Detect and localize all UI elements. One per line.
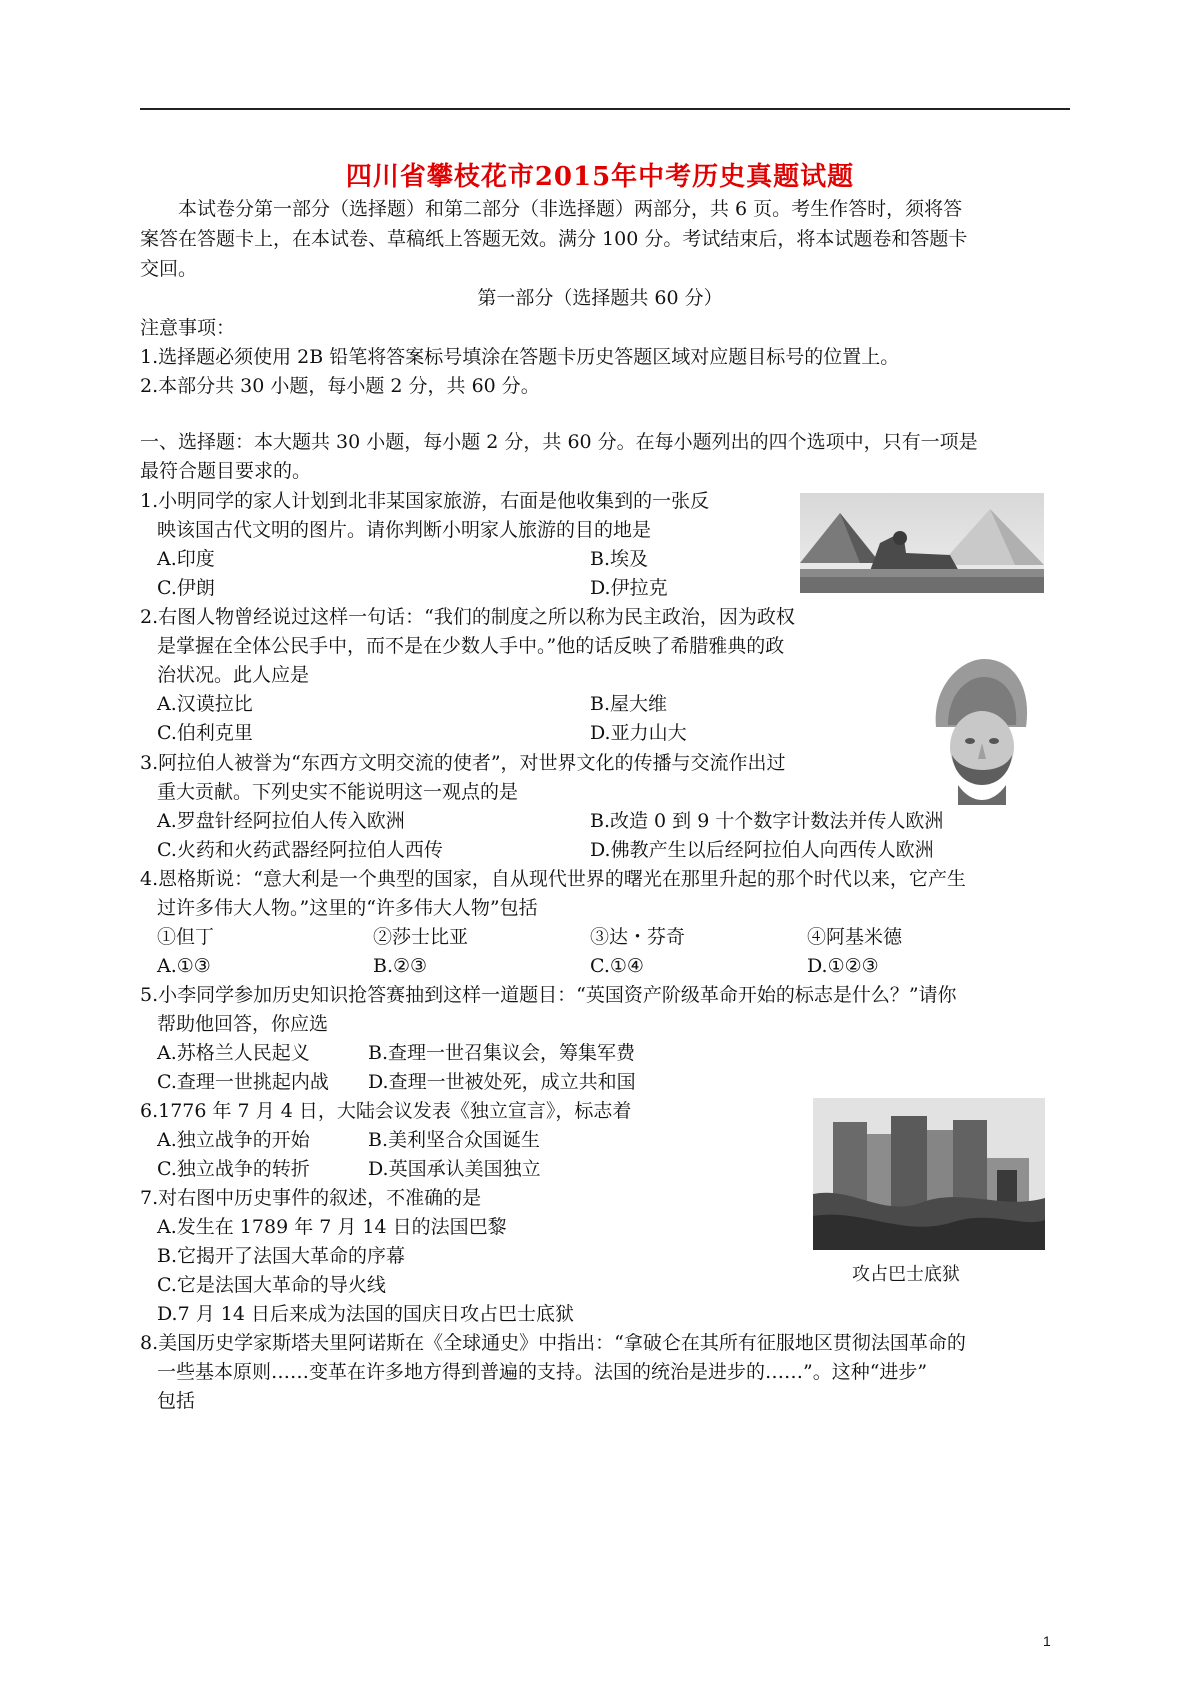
question-2-line: 治状况。此人应是: [157, 664, 310, 686]
q3-option-c: C.火药和火药武器经阿拉伯人西传: [157, 839, 443, 861]
note-item: 1.选择题必须使用 2B 铅笔将答案标号填涂在答题卡历史答题区域对应题目标号的位置上。: [140, 346, 900, 368]
q5-option-a: A.苏格兰人民起义: [157, 1042, 310, 1064]
section-heading: 一、选择题：本大题共 30 小题，每小题 2 分，共 60 分。在每小题列出的四个选项中，只有一项是: [140, 431, 978, 453]
q5-option-d: D.查理一世被处死，成立共和国: [368, 1071, 636, 1093]
q2-option-c: C.伯利克里: [157, 722, 253, 744]
notes-heading: 注意事项：: [140, 317, 236, 339]
q2-option-d: D.亚力山大: [590, 722, 687, 744]
question-8-line: 8.美国历史学家斯塔夫里阿诺斯在《全球通史》中指出：“拿破仑在其所有征服地区贯彻法国革命的: [140, 1332, 966, 1354]
q4-option-d: D.①②③: [807, 955, 879, 977]
bastille-caption: 攻占巴士底狱: [852, 1264, 960, 1285]
q6-option-c: C.独立战争的转折: [157, 1158, 310, 1180]
q7-option-b: B.它揭开了法国大革命的序幕: [157, 1245, 406, 1267]
question-7-line: 7.对右图中历史事件的叙述，不准确的是: [140, 1187, 482, 1209]
question-5-line: 5.小李同学参加历史知识抢答赛抽到这样一道题目：“英国资产阶级革命开始的标志是什么？”请你: [140, 984, 957, 1006]
question-8-line: 一些基本原则……变革在许多地方得到普遍的支持。法国的统治是进步的……”。这种“进步”: [157, 1361, 928, 1383]
q1-option-d: D.伊拉克: [590, 577, 668, 599]
question-3-line: 3.阿拉伯人被誉为“东西方文明交流的使者”，对世界文化的传播与交流作出过: [140, 752, 786, 774]
bastille-illustration: [813, 1098, 1045, 1250]
q2-option-b: B.屋大维: [590, 693, 668, 715]
q1-option-a: A.印度: [157, 548, 215, 570]
bastille-image: [813, 1098, 1045, 1250]
q1-option-b: B.埃及: [590, 548, 649, 570]
q7-option-a: A.发生在 1789 年 7 月 14 日的法国巴黎: [157, 1216, 507, 1238]
page-number: 1: [1043, 1633, 1051, 1649]
question-8-line: 包括: [157, 1390, 196, 1412]
q5-option-b: B.查理一世召集议会，筹集军费: [368, 1042, 636, 1064]
q2-option-a: A.汉谟拉比: [157, 693, 253, 715]
q3-option-d: D.佛教产生以后经阿拉伯人向西传人欧洲: [590, 839, 934, 861]
question-1-line: 1.小明同学的家人计划到北非某国家旅游，右面是他收集到的一张反: [140, 490, 710, 512]
question-6-line: 6.1776 年 7 月 4 日，大陆会议发表《独立宣言》，标志着: [140, 1100, 632, 1122]
q6-option-b: B.美利坚合众国诞生: [368, 1129, 541, 1151]
question-4-line: 过许多伟大人物。”这里的“许多伟大人物”包括: [157, 897, 538, 919]
q4-item-3: ③达・芬奇: [590, 926, 686, 948]
question-3-line: 重大贡献。下列史实不能说明这一观点的是: [157, 781, 519, 803]
q4-option-b: B.②③: [373, 955, 428, 977]
pericles-bust-image: [922, 655, 1040, 805]
q4-option-a: A.①③: [157, 955, 211, 977]
q3-option-a: A.罗盘针经阿拉伯人传入欧洲: [157, 810, 405, 832]
q5-option-c: C.查理一世挑起内战: [157, 1071, 329, 1093]
q7-option-c: C.它是法国大革命的导火线: [157, 1274, 386, 1296]
q1-option-c: C.伊朗: [157, 577, 215, 599]
pericles-bust-illustration: [922, 655, 1040, 805]
intro-line: 交回。: [140, 258, 198, 280]
pyramids-illustration: [800, 493, 1044, 593]
part-heading: 第一部分（选择题共 60 分）: [477, 287, 723, 309]
q7-option-d: D.7 月 14 日后来成为法国的国庆日攻占巴士底狱: [157, 1303, 574, 1325]
exam-title: 四川省攀枝花市2015年中考历史真题试题: [345, 162, 855, 192]
question-5-line: 帮助他回答，你应选: [157, 1013, 329, 1035]
note-item: 2.本部分共 30 小题，每小题 2 分，共 60 分。: [140, 375, 540, 397]
intro-line: 本试卷分第一部分（选择题）和第二部分（非选择题）两部分，共 6 页。考生作答时，须将答: [178, 198, 963, 220]
q6-option-d: D.英国承认美国独立: [368, 1158, 541, 1180]
pyramids-image: [800, 493, 1044, 593]
q4-option-c: C.①④: [590, 955, 644, 977]
section-heading: 最符合题目要求的。: [140, 460, 312, 482]
header-rule: [140, 108, 1070, 110]
q4-item-4: ④阿基米德: [807, 926, 903, 948]
question-2-line: 2.右图人物曾经说过这样一句话：“我们的制度之所以称为民主政治，因为政权: [140, 606, 795, 628]
q4-item-2: ②莎士比亚: [373, 926, 469, 948]
intro-line: 案答在答题卡上，在本试卷、草稿纸上答题无效。满分 100 分。考试结束后，将本试题卷和答题卡: [140, 228, 968, 250]
question-1-line: 映该国古代文明的图片。请你判断小明家人旅游的目的地是: [157, 519, 652, 541]
question-4-line: 4.恩格斯说：“意大利是一个典型的国家，自从现代世界的曙光在那里升起的那个时代以来，它产生: [140, 868, 966, 890]
q4-item-1: ①但丁: [157, 926, 215, 948]
question-2-line: 是掌握在全体公民手中，而不是在少数人手中。”他的话反映了希腊雅典的政: [157, 635, 785, 657]
q3-option-b: B.改造 0 到 9 十个数字计数法并传人欧洲: [590, 810, 944, 832]
q6-option-a: A.独立战争的开始: [157, 1129, 310, 1151]
